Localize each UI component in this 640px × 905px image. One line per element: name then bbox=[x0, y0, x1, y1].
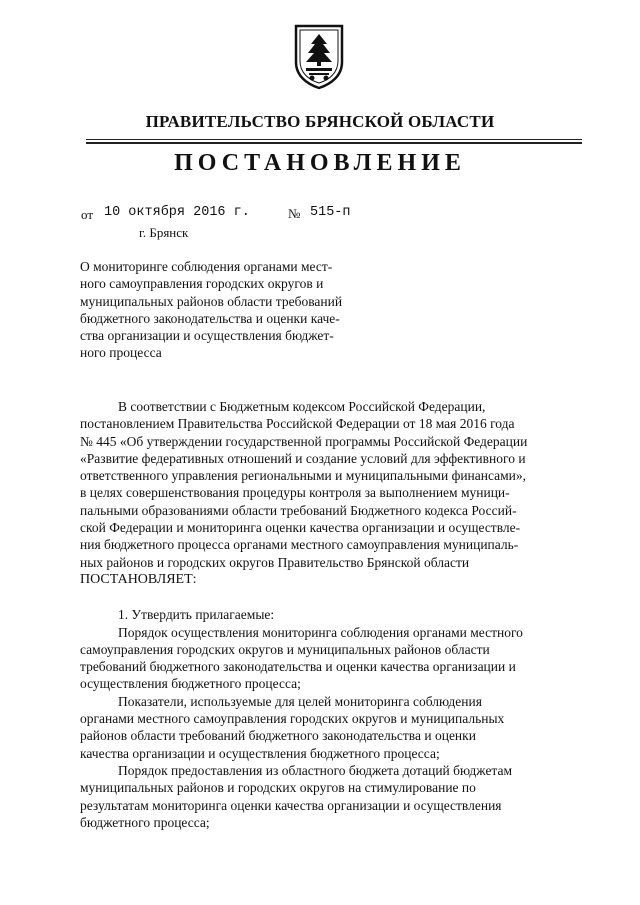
item-line: осуществления бюджетного процесса; bbox=[80, 676, 301, 692]
item-line: бюджетного процесса; bbox=[80, 814, 210, 830]
government-title: ПРАВИТЕЛЬСТВО БРЯНСКОЙ ОБЛАСТИ bbox=[145, 112, 495, 131]
subject-line: муниципальных районов области требований bbox=[80, 293, 343, 309]
preamble-line: № 445 «Об утверждении государственной программы Российской Федерации bbox=[80, 433, 528, 449]
document-number: 515-п bbox=[310, 205, 351, 220]
coat-of-arms-icon bbox=[293, 20, 345, 90]
document-type-title: ПОСТАНОВЛЕНИЕ bbox=[174, 150, 466, 176]
item-line: Порядок осуществления мониторинга соблюдения органами местного bbox=[118, 624, 523, 640]
header-divider-thin bbox=[86, 139, 582, 140]
item-line: самоуправления городских округов и муниципальных районов области bbox=[80, 641, 490, 657]
item-line: качества организации и осуществления бюджетного процесса; bbox=[80, 745, 440, 761]
item-line: органами местного самоуправления городских округов и муниципальных bbox=[80, 711, 505, 727]
preamble-line: ния бюджетного процесса органами местного самоуправления муниципаль- bbox=[80, 537, 519, 553]
item-line: результатам мониторинга оценки качества организации и осуществления bbox=[80, 797, 502, 813]
subject-line: ного процесса bbox=[80, 345, 162, 361]
point-1-heading: 1. Утвердить прилагаемые: bbox=[118, 607, 275, 623]
item-paragraph bbox=[80, 624, 574, 693]
item-line: требований бюджетного законодательства и оценки качества организации и bbox=[80, 659, 516, 675]
item-line: районов области требований бюджетного законодательства и оценки bbox=[80, 728, 476, 744]
item-line: Показатели, используемые для целей мониторинга соблюдения bbox=[118, 693, 482, 709]
preamble-line: постановлением Правительства Российской Федерации от 18 мая 2016 года bbox=[80, 416, 515, 432]
preamble-line: в целях совершенствования процедуры контроля за выполнением муници- bbox=[80, 485, 510, 501]
subject-line: бюджетного законодательства и оценки каче- bbox=[80, 310, 340, 326]
item-line: муниципальных районов и городских округов на стимулирование по bbox=[80, 780, 476, 796]
document-city: г. Брянск bbox=[139, 225, 189, 240]
date-prefix: от bbox=[81, 207, 94, 222]
preamble-line: ской Федерации и мониторинга оценки качества организации и осуществле- bbox=[80, 520, 521, 536]
document-date: 10 октября 2016 г. bbox=[104, 205, 250, 220]
item-paragraph bbox=[80, 693, 574, 762]
subject-line: ства организации и осуществления бюджет- bbox=[80, 328, 334, 344]
document-body bbox=[80, 398, 574, 831]
resolves-keyword: ПОСТАНОВЛЯЕТ: bbox=[80, 571, 197, 587]
item-paragraph bbox=[80, 762, 574, 831]
item-line: Порядок предоставления из областного бюджета дотаций бюджетам bbox=[118, 762, 513, 778]
document-subject bbox=[80, 258, 376, 362]
subject-line: ного самоуправления городских округов и bbox=[80, 276, 324, 292]
preamble-line: «Развитие федеративных отношений и создание условий для эффективного и bbox=[80, 450, 526, 466]
header-divider-thick bbox=[86, 142, 582, 144]
preamble-paragraph bbox=[80, 398, 574, 588]
subject-line: О мониторинге соблюдения органами мест- bbox=[80, 259, 333, 274]
preamble-line: ответственного управления региональными и муниципальными финансами», bbox=[80, 468, 527, 484]
preamble-line: ных районов и городских округов Правительство Брянской области bbox=[80, 554, 470, 570]
number-prefix: № bbox=[288, 206, 301, 221]
preamble-line: В соответствии с Бюджетным кодексом Российской Федерации, bbox=[118, 399, 486, 414]
preamble-line: пальными образованиями области требований Бюджетного кодекса Россий- bbox=[80, 502, 517, 518]
